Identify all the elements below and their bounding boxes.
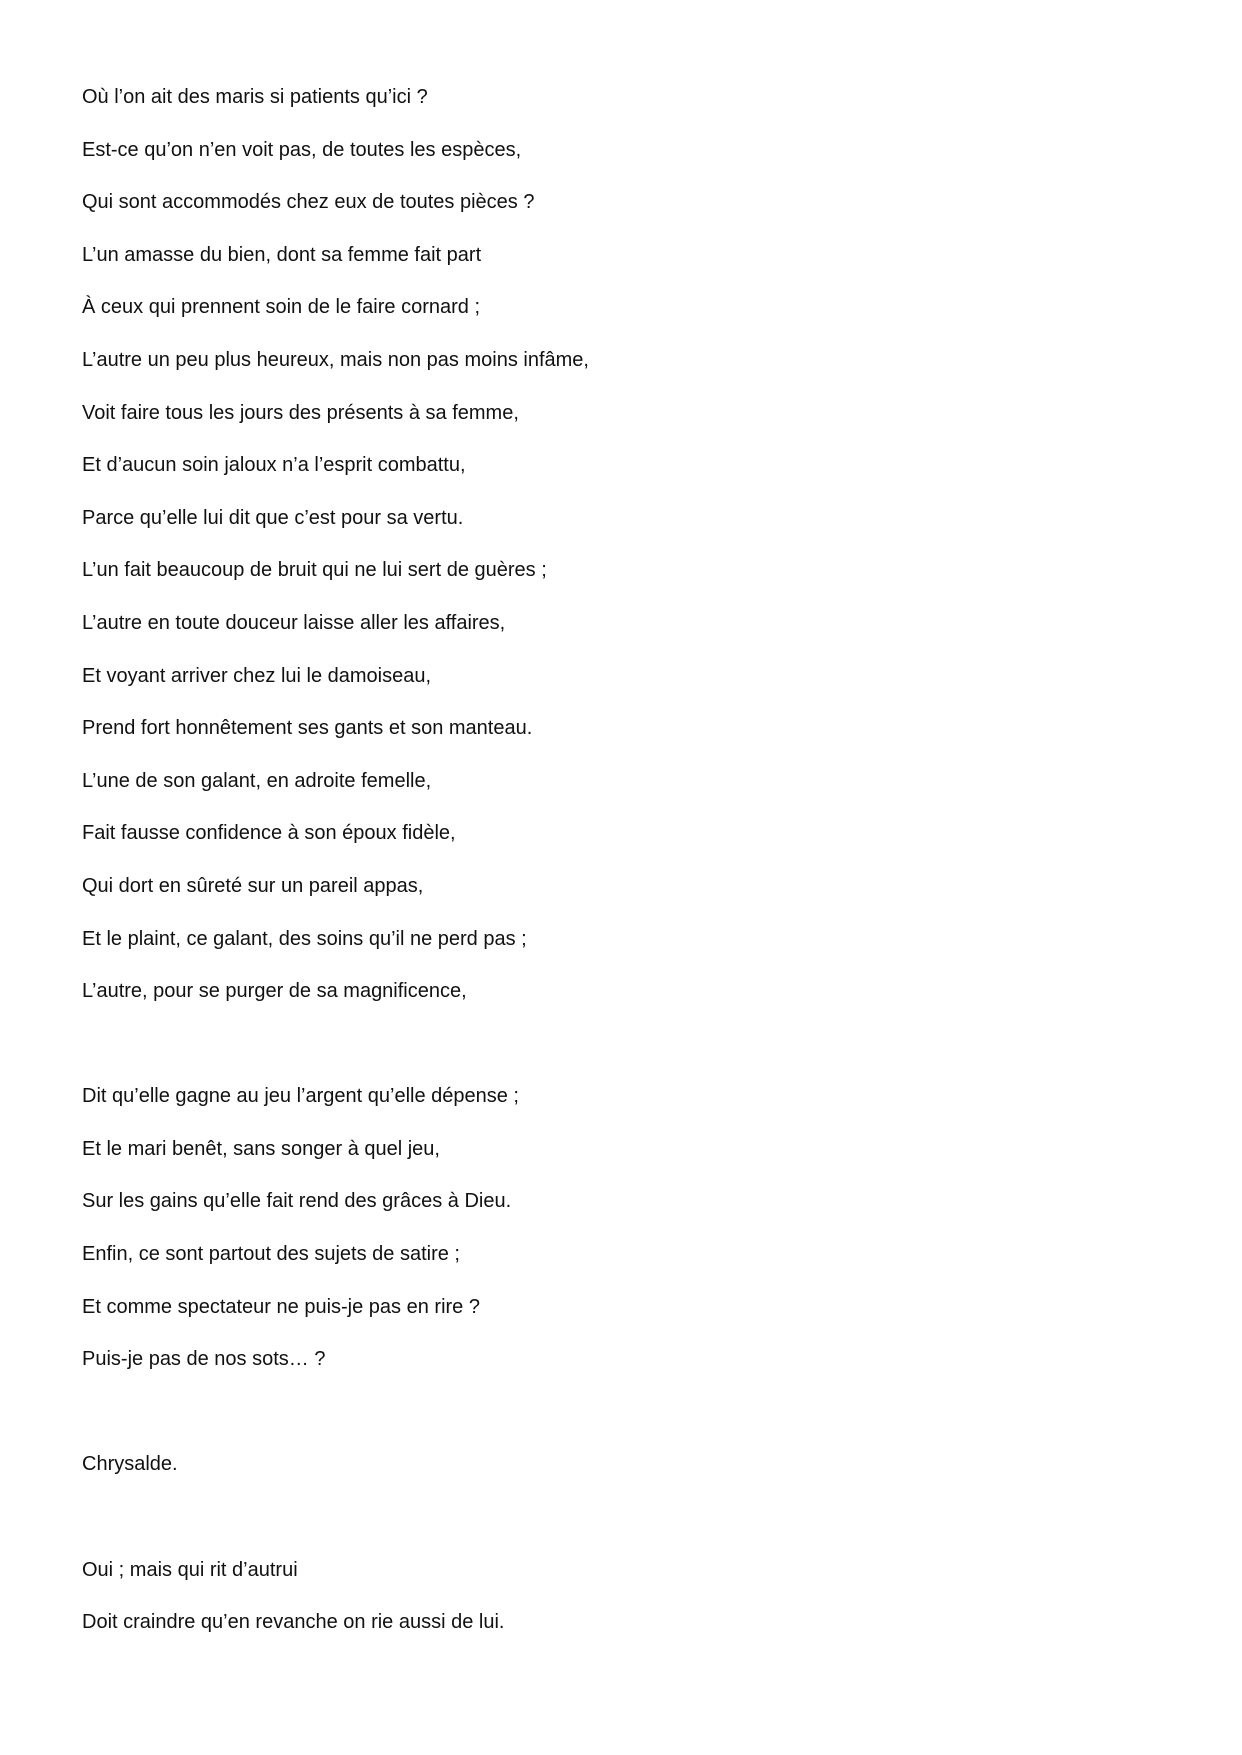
blank-line (82, 1027, 1162, 1080)
verse-line: Sur les gains qu’elle fait rend des grâces à Dieu. (82, 1190, 512, 1213)
verse-line: L’autre en toute douceur laisse aller les affaires, (82, 611, 506, 634)
verse-line: Et le mari benêt, sans songer à quel jeu, (82, 1137, 440, 1160)
speaker-name: Chrysalde. (82, 1453, 178, 1476)
verse-line: L’autre un peu plus heureux, mais non pas moins infâme, (82, 348, 589, 371)
verse-line: L’un amasse du bien, dont sa femme fait part (82, 243, 482, 266)
verse-line: Où l’on ait des maris si patients qu’ici ? (82, 86, 428, 108)
verse-line: L’une de son galant, en adroite femelle, (82, 769, 432, 792)
verse-line: Et le plaint, ce galant, des soins qu’il ne perd pas ; (82, 927, 527, 950)
verse-line: Oui ; mais qui rit d’autrui (82, 1558, 298, 1581)
verse-line: L’autre, pour se purger de sa magnificence, (82, 980, 467, 1003)
blank-line (82, 1500, 1162, 1553)
verse-line: Et comme spectateur ne puis-je pas en rire ? (82, 1295, 480, 1318)
verse-line: Et d’aucun soin jaloux n’a l’esprit combattu, (82, 454, 466, 477)
verse-line: Doit craindre qu’en revanche on rie aussi de lui. (82, 1611, 505, 1634)
verse-line: Parce qu’elle lui dit que c’est pour sa vertu. (82, 506, 464, 529)
verse-line: Voit faire tous les jours des présents à sa femme, (82, 401, 519, 424)
verse-line: À ceux qui prennent soin de le faire cornard ; (82, 296, 481, 319)
verse-line: Qui dort en sûreté sur un pareil appas, (82, 874, 424, 897)
verse-line: Qui sont accommodés chez eux de toutes pièces ? (82, 191, 535, 214)
verse-line: Enfin, ce sont partout des sujets de satire ; (82, 1243, 460, 1266)
blank-line (82, 1395, 1162, 1448)
verse-line: Prend fort honnêtement ses gants et son manteau. (82, 717, 533, 740)
verse-line: L’un fait beaucoup de bruit qui ne lui sert de guères ; (82, 559, 547, 582)
verse-text (82, 80, 1162, 1658)
verse-line: Et voyant arriver chez lui le damoiseau, (82, 664, 432, 687)
verse-line: Fait fausse confidence à son époux fidèle, (82, 822, 456, 845)
verse-line: Est-ce qu’on n’en voit pas, de toutes les espèces, (82, 138, 522, 161)
verse-line: Puis-je pas de nos sots… ? (82, 1348, 326, 1371)
verse-line: Dit qu’elle gagne au jeu l’argent qu’elle dépense ; (82, 1085, 519, 1108)
